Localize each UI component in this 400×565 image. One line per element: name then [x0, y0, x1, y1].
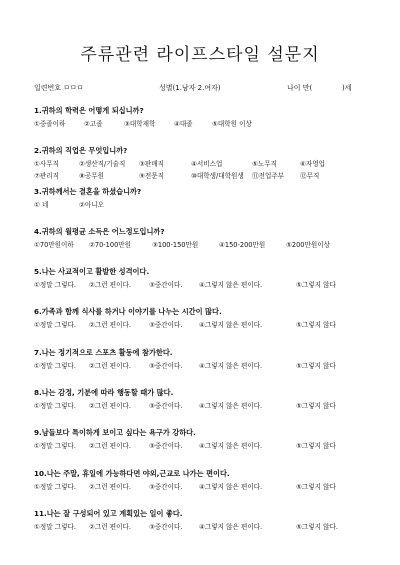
question-3	[34, 187, 394, 227]
answer-option[interactable]: ②그런 편이다.	[89, 361, 131, 370]
answer-option[interactable]: ②70-100만원	[89, 240, 132, 249]
answer-option[interactable]: ②그런 편이다.	[89, 482, 131, 491]
answer-option[interactable]: ⑤그렇지 않다.	[296, 522, 338, 531]
answer-option[interactable]: ④그렇지 않은 편이다.	[199, 321, 263, 330]
answer-options	[34, 118, 394, 142]
question-6	[34, 307, 394, 347]
answer-option[interactable]: ⑫무직	[300, 172, 320, 181]
answer-option[interactable]: ⑤그렇지 않다	[296, 321, 336, 330]
question-text: 5.나는 사교적이고 활발한 성격이다.	[34, 267, 150, 277]
answer-option[interactable]: ⑥자영업	[300, 160, 326, 169]
answer-option[interactable]: ⑪전업주부	[252, 172, 285, 181]
answer-options	[34, 360, 394, 384]
answer-option[interactable]: ②그런 편이다.	[89, 281, 131, 290]
answer-option[interactable]: ②그런 편이다.	[89, 402, 131, 411]
answer-options	[34, 199, 394, 223]
question-11	[34, 509, 394, 549]
answer-option[interactable]: ①정말 그렇다.	[34, 482, 76, 491]
answer-option[interactable]: ④대졸	[174, 120, 193, 128]
answer-option[interactable]: ①사무직	[34, 160, 60, 169]
answer-option[interactable]: ④서비스업	[191, 160, 223, 169]
answer-option[interactable]: ①중졸이하	[34, 120, 66, 128]
answer-option[interactable]: ①정말 그렇다.	[34, 361, 76, 370]
gender-label: 성별(1.남자 2.여자)	[159, 84, 221, 92]
document-title: 주류관련 라이프스타일 설문지	[80, 45, 320, 65]
answer-option[interactable]: ⑩대학생/대학원생	[191, 172, 244, 181]
answer-option[interactable]: ④그렇지 않은 편이다.	[199, 281, 263, 290]
answer-option[interactable]: ②그런 편이다.	[89, 522, 131, 531]
answer-options	[34, 158, 394, 182]
answer-options	[34, 440, 394, 464]
answer-option[interactable]: ①정말 그렇다.	[34, 402, 76, 411]
question-list	[34, 106, 394, 549]
answer-option[interactable]: ⑤그렇지 않다	[296, 361, 336, 370]
question-text: 8.나는 감정, 기분에 따라 행동할 때가 많다.	[34, 388, 174, 398]
question-text: 1.귀하의 학력은 어떻게 되십니까?	[34, 106, 144, 115]
answer-option[interactable]: ③중간이다.	[149, 442, 183, 451]
answer-option[interactable]: ⑤그렇지 않다	[296, 442, 336, 451]
answer-option[interactable]: ③중간이다.	[149, 361, 183, 370]
answer-option[interactable]: ③중간이다.	[149, 522, 183, 531]
question-text: 9.남들보다 특이하게 보이고 싶다는 욕구가 강하다.	[34, 428, 196, 438]
answer-option[interactable]: ④150-200만원	[219, 240, 266, 249]
serial-number-label: 일련번호 ㅁㅁㅁ	[34, 84, 84, 92]
answer-option[interactable]: ②고졸	[84, 120, 103, 128]
question-8	[34, 388, 394, 428]
answer-option[interactable]: ④그렇지 않은 편이다.	[199, 442, 263, 451]
answer-option[interactable]: ⑧공무원	[79, 172, 105, 181]
answer-option[interactable]: ⑤그렇지 않다	[296, 482, 336, 491]
answer-option[interactable]: ④그렇지 않은 편이다.	[199, 482, 263, 491]
question-5	[34, 267, 394, 307]
question-text: 11.나는 잘 구성되어 있고 계획있는 일이 좋다.	[34, 508, 183, 518]
age-label: 나이 만(	[287, 84, 313, 92]
question-text: 4.귀하의 월평균 소득은 어느정도입니까?	[34, 226, 165, 236]
respondent-info-row	[0, 83, 400, 95]
answer-option[interactable]: ③100-150만원	[152, 240, 199, 249]
answer-option[interactable]: ①정말 그렇다.	[34, 281, 76, 290]
answer-options	[34, 239, 394, 263]
answer-option[interactable]: ④그렇지 않은 편이다.	[199, 522, 263, 531]
answer-option[interactable]: ④그렇지 않은 편이다.	[199, 361, 263, 370]
answer-option[interactable]: ⑨전문직	[139, 172, 165, 181]
question-text: 3.귀하께서는 결혼을 하셨습니까?	[34, 186, 142, 196]
answer-option[interactable]: ①70만원이하	[34, 240, 74, 249]
question-1	[34, 106, 394, 146]
age-unit-label: )세	[342, 84, 352, 92]
answer-option[interactable]: ①정말 그렇다.	[34, 442, 76, 451]
answer-option[interactable]: ③중간이다.	[149, 321, 183, 330]
answer-options	[34, 400, 394, 424]
answer-options	[34, 279, 394, 303]
answer-option[interactable]: ③판매직	[139, 160, 165, 169]
answer-option[interactable]: ③중간이다.	[149, 402, 183, 411]
question-text: 10.나는 주말, 휴일에 가능하다면 야외,근교로 나가는 편이다.	[34, 468, 230, 478]
answer-option[interactable]: ②생산직/기술직	[79, 160, 126, 169]
question-text: 2.귀하의 직업은 무엇입니까?	[34, 146, 128, 156]
answer-option[interactable]: ①정말 그렇다.	[34, 522, 76, 531]
answer-option[interactable]: ②아니오	[79, 200, 105, 209]
answer-option[interactable]: ③대학재학	[124, 120, 156, 128]
answer-option[interactable]: ⑤그렇지 않다	[296, 281, 336, 290]
question-7	[34, 348, 394, 388]
answer-option[interactable]: ②그런 편이다.	[89, 321, 131, 330]
answer-option[interactable]: ⑤노무직	[252, 160, 278, 169]
question-text: 6.가족과 함께 식사를 하거나 이야기를 나누는 시간이 많다.	[34, 307, 222, 317]
answer-option[interactable]: ③중간이다.	[149, 281, 183, 290]
answer-option[interactable]: ① 네	[34, 200, 49, 209]
answer-option[interactable]: ⑤그렇지 않다	[296, 402, 336, 411]
question-10	[34, 469, 394, 509]
answer-options	[34, 319, 394, 343]
answer-option[interactable]: ④그렇지 않은 편이다.	[199, 402, 263, 411]
answer-option[interactable]: ⑦관리직	[34, 172, 60, 181]
question-4	[34, 227, 394, 267]
answer-option[interactable]: ⑤대학원 이상	[212, 120, 252, 128]
answer-option[interactable]: ②그런 편이다.	[89, 442, 131, 451]
question-9	[34, 428, 394, 468]
answer-option[interactable]: ③중간이다.	[149, 482, 183, 491]
answer-options	[34, 521, 394, 545]
answer-options	[34, 481, 394, 505]
question-2	[34, 146, 394, 186]
answer-option[interactable]: ⑤200만원이상	[286, 240, 330, 249]
answer-option[interactable]: ①정말 그렇다.	[34, 321, 76, 330]
question-text: 7.나는 정기적으로 스포츠 활동에 참가한다.	[34, 347, 173, 357]
